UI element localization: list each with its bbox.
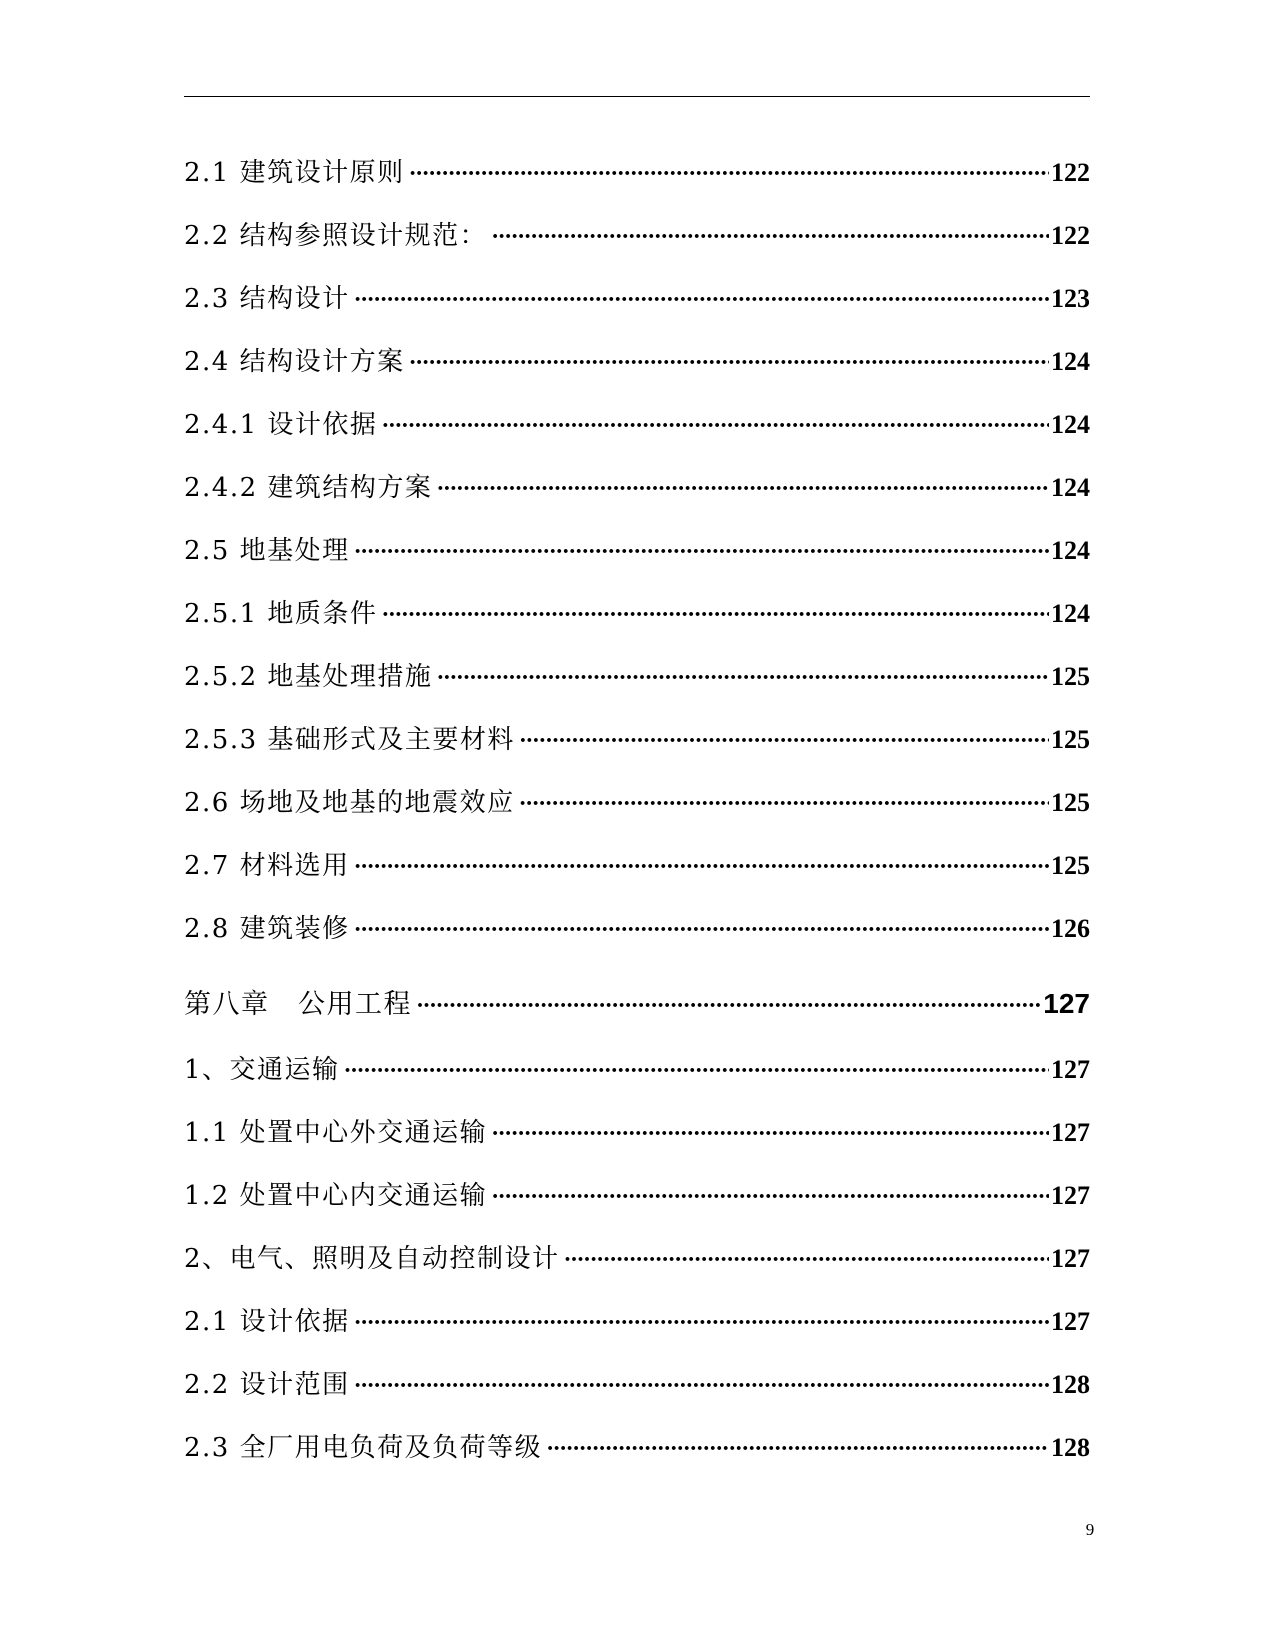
toc-dot-leader <box>344 1040 1049 1103</box>
toc-entry-title: 2.5.3 基础形式及主要材料 <box>184 725 515 755</box>
toc-entry-page: 127 <box>1051 1307 1090 1336</box>
table-of-contents <box>184 141 1090 1479</box>
toc-entry-page: 125 <box>1051 788 1090 817</box>
toc-entry[interactable] <box>184 1290 1090 1353</box>
toc-entry[interactable] <box>184 519 1090 582</box>
toc-dot-leader <box>436 458 1049 521</box>
toc-entry-title: 2.5.2 地基处理措施 <box>184 662 433 692</box>
toc-dot-leader <box>519 710 1049 773</box>
toc-entry-page: 124 <box>1051 347 1090 376</box>
toc-entry-title: 2.4 结构设计方案 <box>184 347 405 377</box>
toc-entry[interactable] <box>184 1227 1090 1290</box>
toc-dot-leader <box>354 269 1049 332</box>
toc-entry-title: 2、电气、照明及自动控制设计 <box>184 1244 560 1274</box>
toc-entry[interactable] <box>184 708 1090 771</box>
toc-dot-leader <box>354 521 1049 584</box>
toc-entry-title: 2.5.1 地质条件 <box>184 599 378 629</box>
toc-entry-page: 128 <box>1051 1433 1090 1462</box>
toc-dot-leader <box>354 899 1049 962</box>
toc-dot-leader <box>491 206 1049 269</box>
toc-entry[interactable] <box>184 582 1090 645</box>
page-number: 9 <box>1085 1520 1095 1539</box>
toc-entry-page: 124 <box>1051 536 1090 565</box>
toc-entry-page: 127 <box>1051 1181 1090 1210</box>
toc-dot-leader <box>409 143 1049 206</box>
toc-entry-page: 125 <box>1051 851 1090 880</box>
toc-entry-title: 2.4.1 设计依据 <box>184 410 378 440</box>
toc-entry[interactable] <box>184 1038 1090 1101</box>
toc-entry[interactable] <box>184 1101 1090 1164</box>
toc-entry-title: 2.2 结构参照设计规范： <box>184 221 488 251</box>
toc-dot-leader <box>546 1418 1049 1481</box>
toc-dot-leader <box>354 1292 1049 1355</box>
toc-entry-page: 124 <box>1051 410 1090 439</box>
toc-entry[interactable] <box>184 1353 1090 1416</box>
toc-entry-title: 2.3 结构设计 <box>184 284 350 314</box>
toc-entry-page: 124 <box>1051 473 1090 502</box>
header-rule <box>184 96 1090 97</box>
toc-entry-title: 2.8 建筑装修 <box>184 914 350 944</box>
toc-entry[interactable] <box>184 645 1090 708</box>
toc-entry[interactable] <box>184 1416 1090 1479</box>
toc-entry-page: 125 <box>1051 662 1090 691</box>
toc-entry-title: 2.1 建筑设计原则 <box>184 158 405 188</box>
toc-entry-page: 127 <box>1051 1244 1090 1273</box>
toc-entry[interactable] <box>184 393 1090 456</box>
toc-dot-leader <box>354 1355 1049 1418</box>
toc-entry-page: 127 <box>1051 1118 1090 1147</box>
toc-dot-leader <box>491 1166 1049 1229</box>
toc-dot-leader <box>381 395 1049 458</box>
toc-entry[interactable] <box>184 897 1090 960</box>
toc-entry[interactable] <box>184 204 1090 267</box>
toc-entry-title: 2.5 地基处理 <box>184 536 350 566</box>
toc-entry-page: 127 <box>1043 988 1090 1019</box>
toc-entry[interactable] <box>184 267 1090 330</box>
toc-entry-title: 1.1 处置中心外交通运输 <box>184 1118 488 1148</box>
toc-entry-page: 128 <box>1051 1370 1090 1399</box>
toc-entry-title: 2.6 场地及地基的地震效应 <box>184 788 515 818</box>
toc-entry-page: 125 <box>1051 725 1090 754</box>
toc-entry[interactable] <box>184 771 1090 834</box>
toc-entry[interactable] <box>184 330 1090 393</box>
toc-dot-leader <box>354 836 1049 899</box>
toc-dot-leader <box>519 773 1049 836</box>
toc-entry-page: 122 <box>1051 158 1090 187</box>
toc-entry-title: 2.2 设计范围 <box>184 1370 350 1400</box>
toc-dot-leader <box>416 972 1041 1040</box>
toc-entry-title: 2.3 全厂用电负荷及负荷等级 <box>184 1433 543 1463</box>
toc-entry-title: 2.1 设计依据 <box>184 1307 350 1337</box>
toc-dot-leader <box>381 584 1049 647</box>
toc-entry[interactable] <box>184 141 1090 204</box>
toc-entry-page: 122 <box>1051 221 1090 250</box>
toc-dot-leader <box>564 1229 1049 1292</box>
toc-entry-title: 1、交通运输 <box>184 1055 340 1085</box>
toc-chapter-entry[interactable] <box>184 970 1090 1038</box>
toc-entry-title: 1.2 处置中心内交通运输 <box>184 1181 488 1211</box>
toc-entry-title: 2.4.2 建筑结构方案 <box>184 473 433 503</box>
toc-entry[interactable] <box>184 834 1090 897</box>
toc-dot-leader <box>491 1103 1049 1166</box>
toc-dot-leader <box>409 332 1049 395</box>
toc-entry-page: 123 <box>1051 284 1090 313</box>
toc-entry-page: 126 <box>1051 914 1090 943</box>
toc-entry-page: 124 <box>1051 599 1090 628</box>
toc-entry-title: 第八章 公用工程 <box>184 989 412 1020</box>
toc-entry[interactable] <box>184 456 1090 519</box>
toc-entry[interactable] <box>184 1164 1090 1227</box>
toc-dot-leader <box>436 647 1049 710</box>
toc-entry-title: 2.7 材料选用 <box>184 851 350 881</box>
toc-entry-page: 127 <box>1051 1055 1090 1084</box>
